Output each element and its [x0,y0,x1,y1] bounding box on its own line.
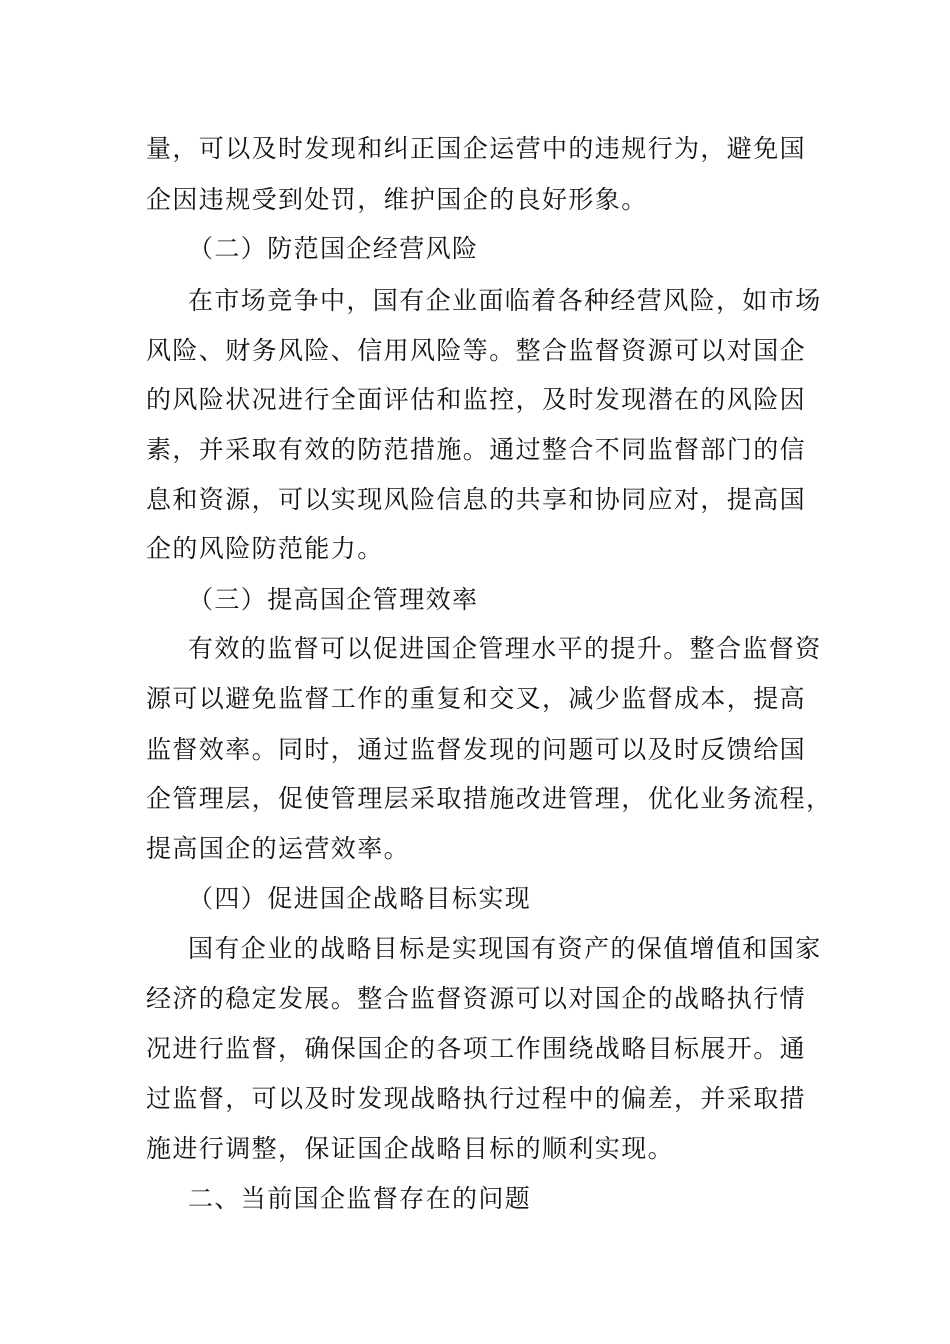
paragraph-line: 有效的监督可以促进国企管理水平的提升。整合监督资 [188,634,822,663]
paragraph-line: 提高国企的运营效率。 [146,834,411,863]
paragraph-line: 监督效率。同时，通过监督发现的问题可以及时反馈给国 [146,735,807,764]
paragraph-line: 素，并采取有效的防范措施。通过整合不同监督部门的信 [146,435,807,464]
paragraph-line: 风险、财务风险、信用风险等。整合监督资源可以对国企 [146,336,807,365]
section-heading: 二、当前国企监督存在的问题 [188,1184,532,1213]
paragraph-line: 源可以避免监督工作的重复和交叉，减少监督成本，提高 [146,684,807,713]
paragraph-line: 过监督，可以及时发现战略执行过程中的偏差，并采取措 [146,1084,807,1113]
subsection-heading: （三）提高国企管理效率 [188,585,479,614]
paragraph-line: 企因违规受到处罚，维护国企的良好形象。 [146,185,648,214]
subsection-heading: （四）促进国企战略目标实现 [188,884,532,913]
paragraph-line: 量，可以及时发现和纠正国企运营中的违规行为，避免国 [146,134,807,163]
paragraph-line: 国有企业的战略目标是实现国有资产的保值增值和国家 [188,934,822,963]
paragraph-line: 施进行调整，保证国企战略目标的顺利实现。 [146,1134,675,1163]
subsection-heading: （二）防范国企经营风险 [188,234,479,263]
paragraph-line: 企的风险防范能力。 [146,534,384,563]
paragraph-line: 的风险状况进行全面评估和监控，及时发现潜在的风险因 [146,385,807,414]
paragraph-line: 经济的稳定发展。整合监督资源可以对国企的战略执行情 [146,984,807,1013]
paragraph-line: 企管理层，促使管理层采取措施改进管理，优化业务流程， [146,784,833,813]
paragraph-line: 况进行监督，确保国企的各项工作围绕战略目标展开。通 [146,1034,807,1063]
paragraph-line: 在市场竞争中，国有企业面临着各种经营风险，如市场 [188,286,822,315]
paragraph-line: 息和资源，可以实现风险信息的共享和协同应对，提高国 [146,485,807,514]
